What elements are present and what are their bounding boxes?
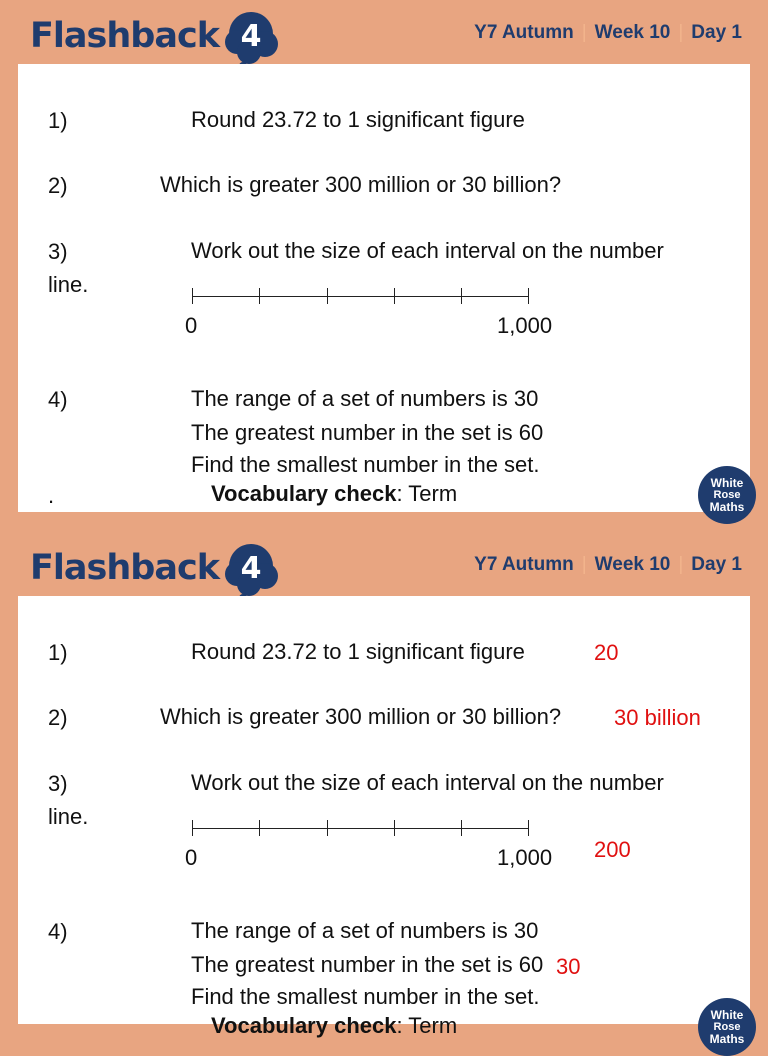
wrm-line3: Maths <box>709 1032 745 1046</box>
q3-number: 3) <box>48 771 68 796</box>
lesson-info <box>474 554 742 576</box>
wrm-line1: White <box>710 476 744 490</box>
q1-number: 1) <box>48 108 68 133</box>
separator: | <box>581 22 587 43</box>
number-line-end: 1,000 <box>497 313 553 338</box>
q2-text: Which is greater 300 million or 30 billion? <box>160 172 562 197</box>
q1-number: 1) <box>48 640 68 665</box>
q4-number: 4) <box>48 919 68 944</box>
week-label: Week 10 <box>594 554 671 575</box>
q3-text: Work out the size of each interval on the number <box>191 770 664 795</box>
q3-number: 3) <box>48 239 68 264</box>
q4-line3: Find the smallest number in the set. <box>191 984 540 1009</box>
q4-line2: The greatest number in the set is 60 <box>191 952 544 977</box>
brand-title: Flashback <box>30 16 219 56</box>
lesson-info <box>474 22 742 44</box>
badge-number: 4 <box>240 19 262 54</box>
cloud-badge-icon <box>223 540 279 596</box>
flashback-slide-question <box>0 0 768 512</box>
year-term: Y7 Autumn <box>474 554 574 575</box>
q4-line1: The range of a set of numbers is 30 <box>191 386 539 411</box>
q2-answer: 30 billion <box>614 705 701 730</box>
badge-number: 4 <box>240 551 262 586</box>
flashback-slide-answers <box>0 532 768 1046</box>
vocab-label: Vocabulary check <box>211 481 397 506</box>
vocab-check <box>211 481 457 507</box>
vocab-term: : Term <box>396 1013 458 1038</box>
vocab-label: Vocabulary check <box>211 1013 397 1038</box>
q3-text: Work out the size of each interval on the number <box>191 238 664 263</box>
week-label: Week 10 <box>594 22 671 43</box>
q1-text: Round 23.72 to 1 significant figure <box>191 107 525 132</box>
white-rose-maths-logo <box>698 466 756 524</box>
q2-number: 2) <box>48 705 68 730</box>
flashback-logo <box>30 8 279 64</box>
q4-line2: The greatest number in the set is 60 <box>191 420 544 445</box>
white-rose-maths-logo <box>698 998 756 1056</box>
flashback-logo <box>30 540 279 596</box>
wrm-line1: White <box>710 1008 744 1022</box>
q2-number: 2) <box>48 173 68 198</box>
q1-text: Round 23.72 to 1 significant figure <box>191 639 525 664</box>
separator: | <box>678 554 684 575</box>
wrm-line2: Rose <box>713 1021 741 1033</box>
number-line-start: 0 <box>185 313 198 338</box>
vocab-check <box>211 1013 457 1039</box>
q1-answer: 20 <box>594 640 619 665</box>
q4-answer: 30 <box>556 954 581 979</box>
brand-title: Flashback <box>30 548 219 588</box>
q3-text-cont: line. <box>48 804 89 829</box>
q3-text-cont: line. <box>48 272 89 297</box>
year-term: Y7 Autumn <box>474 22 574 43</box>
number-line-start: 0 <box>185 845 198 870</box>
vocab-bullet: . <box>48 483 55 508</box>
cloud-badge-icon <box>223 8 279 64</box>
day-label: Day 1 <box>691 554 742 575</box>
q3-answer: 200 <box>594 837 631 862</box>
q4-number: 4) <box>48 387 68 412</box>
day-label: Day 1 <box>691 22 742 43</box>
q4-line1: The range of a set of numbers is 30 <box>191 918 539 943</box>
vocab-term: : Term <box>396 481 458 506</box>
wrm-line3: Maths <box>709 500 745 514</box>
q4-line3: Find the smallest number in the set. <box>191 452 540 477</box>
separator: | <box>581 554 587 575</box>
number-line-end: 1,000 <box>497 845 553 870</box>
wrm-line2: Rose <box>713 489 741 501</box>
separator: | <box>678 22 684 43</box>
q2-text: Which is greater 300 million or 30 billion? <box>160 704 562 729</box>
